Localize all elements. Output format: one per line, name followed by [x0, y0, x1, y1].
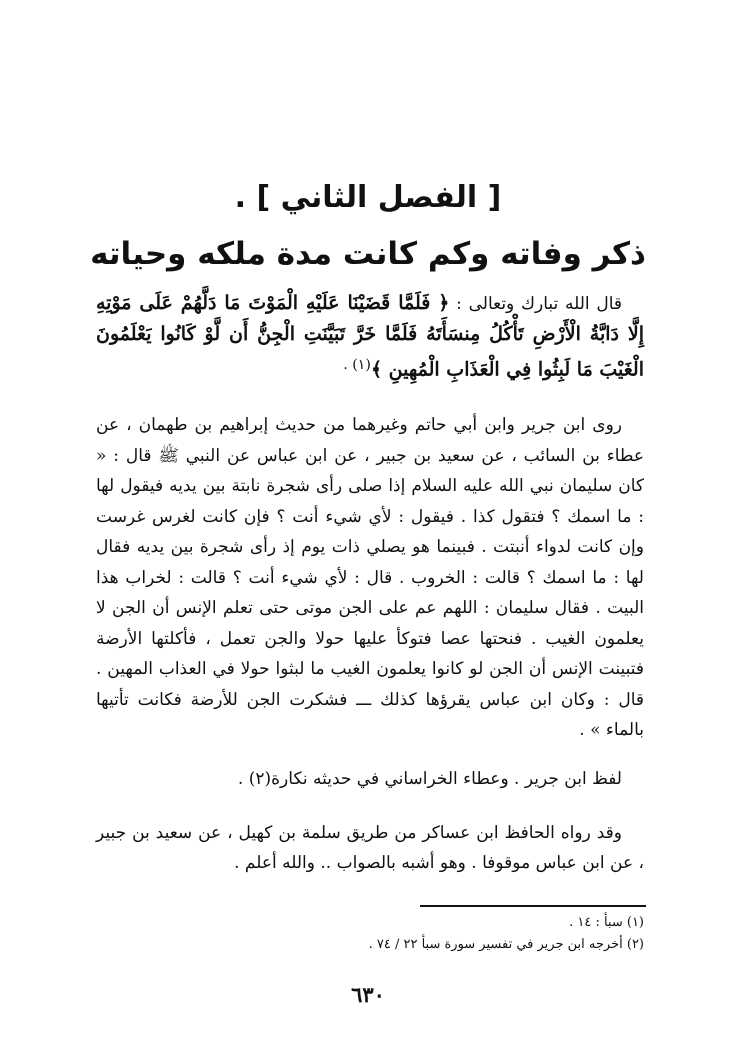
footnote-1: (١) سبأ : ١٤ . [569, 915, 644, 930]
footnote-divider [420, 905, 646, 907]
quran-paragraph [96, 288, 644, 386]
chapter-heading: [ الفصل الثاني ] . [234, 180, 502, 215]
footnote-2: (٢) أخرجه ابن جرير في تفسير سورة سبأ ٢٢ / ٧٤ . [368, 937, 644, 952]
hadith-paragraph: روى ابن جرير وابن أبي حاتم وغيرهما من حديث إبراهيم بن طهمان ، عن عطاء بن السائب ، عن سعيد بن جبير ، عن ابن عباس عن النبي ﷺ قال : « كان سليمان نبي الله عليه السلام إذا صلى رأى شجرة نابتة بين يديه فيقول لها : ما اسمك ؟ فتقول كذا . فيقول : لأي شيء أنت ؟ فإن كانت لغرس غرست وإن كانت لدواء أنبتت . فبينما هو يصلي ذات يوم إذ رأى شجرة بين يديه فقال لها : ما اسمك ؟ قالت : الخروب . قال : لأي شيء أنت ؟ قالت : لخراب هذا البيت . فقال سليمان : اللهم عم على الجن موتى حتى تعلم الإنس أن الجن لا يعلمون الغيب . فنحتها عصا فتوكأ عليها حولا والجن تعمل ، فأكلتها الأرضة فتبينت الإنس أن الجن لو كانوا يعلمون الغيب ما لبثوا حولا في العذاب المهين . قال : وكان ابن عباس يقرؤها كذلك ـــ فشكرت الجن للأرضة فكانت تأتيها بالماء » . [96, 415, 644, 740]
page-number: ٦٣٠ [351, 982, 385, 1007]
footnote-ref-1: (١) . [343, 357, 371, 373]
quran-verse: ﴿ فَلَمَّا قَضَيْنَا عَلَيْهِ الْمَوْتَ مَا دَلَّهُمْ عَلَى مَوْتِهِ إِلَّا دَابَّةُ الْأَرْضِ تَأْكُلُ مِنسَأَتَهُ فَلَمَّا خَرَّ تَبَيَّنَتِ الْجِنُّ أَن لَّوْ كَانُوا يَعْلَمُونَ الْغَيْبَ مَا لَبِثُوا فِي الْعَذَابِ الْمُهِينِ ﴾ [96, 292, 644, 381]
intro-lead: قال الله تبارك وتعالى : [449, 294, 622, 314]
remark-paragraph: لفظ ابن جرير . وعطاء الخراساني في حديثه نكارة(٢) . [237, 769, 622, 789]
footnotes [96, 912, 644, 956]
chapter-title: ذكر وفاته وكم كانت مدة ملكه وحياته [90, 236, 646, 272]
closing-paragraph: وقد رواه الحافظ ابن عساكر من طريق سلمة بن كهيل ، عن سعيد بن جبير ، عن ابن عباس موقوفا . وهو أشبه بالصواب .. والله أعلم . [96, 823, 644, 873]
